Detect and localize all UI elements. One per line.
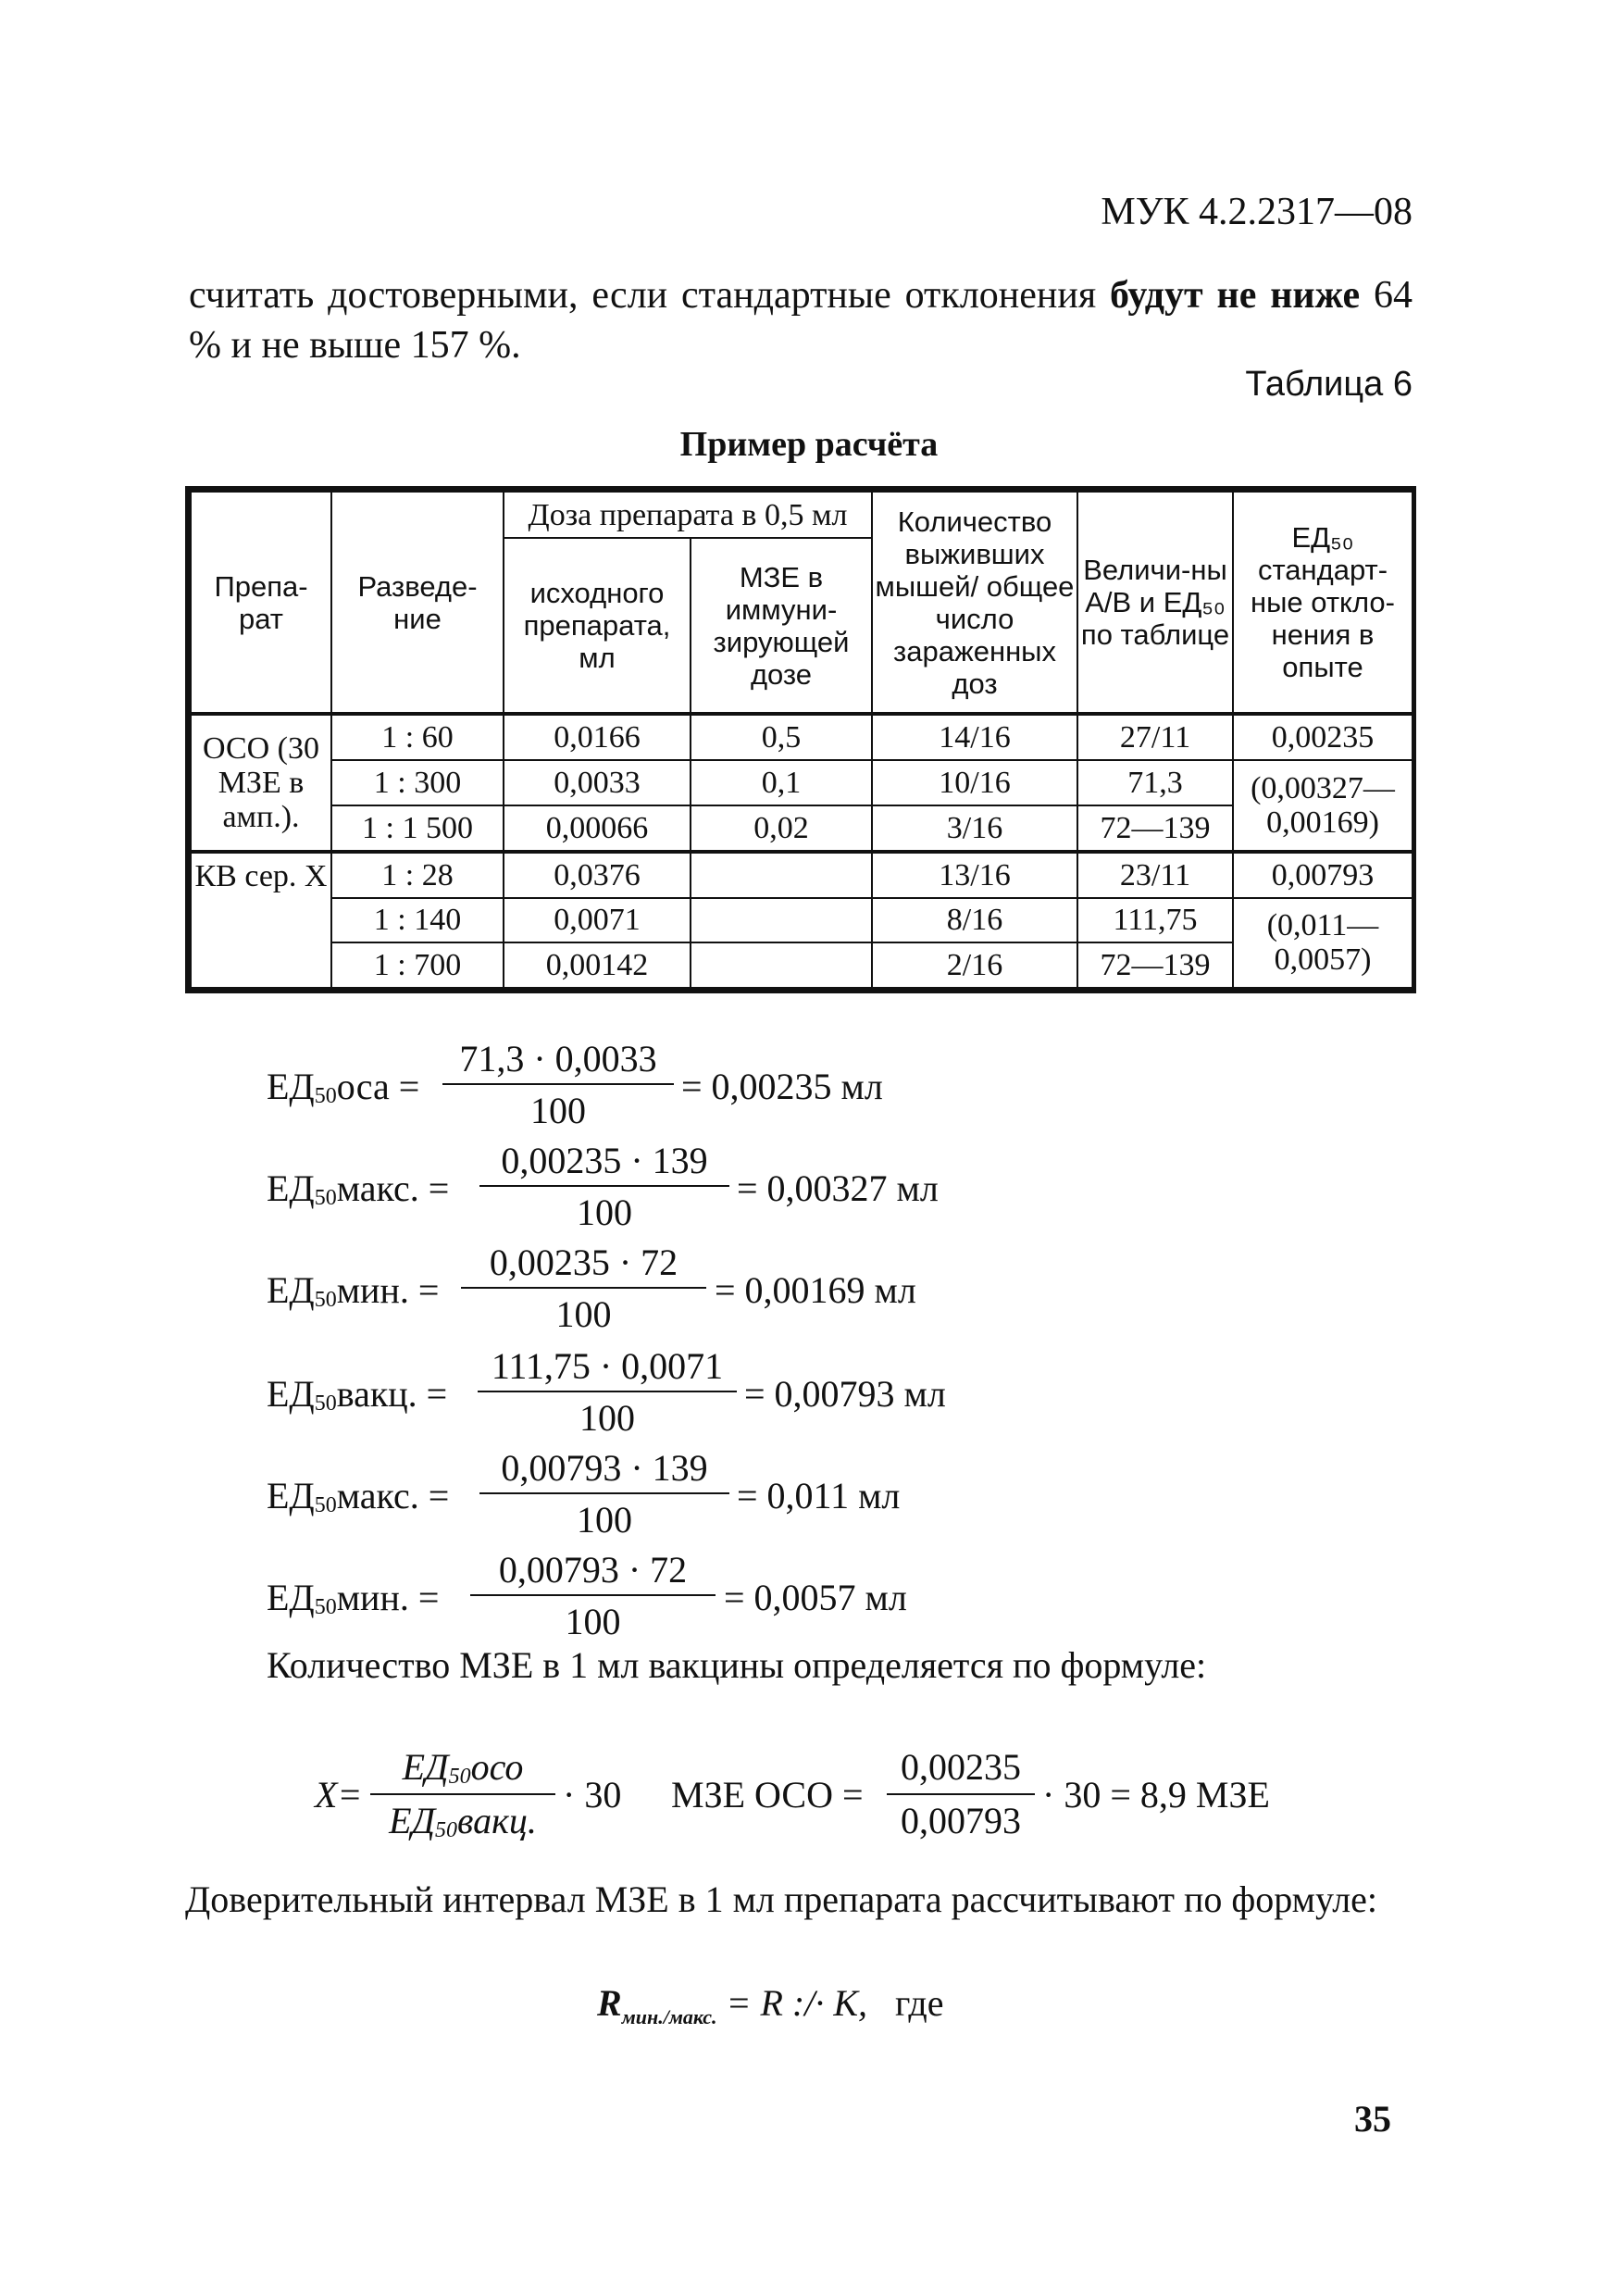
cell-mze	[691, 852, 872, 898]
formula-result: = 0,0057 мл	[724, 1577, 907, 1618]
cell-value: 71,3	[1077, 760, 1233, 805]
formula-ed50-min-oso	[267, 1241, 915, 1339]
cell-ed50-range: (0,011—0,0057)	[1233, 898, 1413, 988]
ed-label: ЕД	[267, 1373, 315, 1415]
header-dilution: Разведе-ние	[331, 492, 504, 714]
fraction-bar	[479, 1185, 729, 1187]
page-number: 35	[1354, 2098, 1391, 2140]
mze-oso-numerator: 0,00235	[901, 1746, 1021, 1788]
x-lhs: X=	[315, 1774, 363, 1816]
cell-initial: 0,00142	[504, 942, 691, 988]
formula-ed50-max-oso	[267, 1139, 939, 1237]
cell-mze: 0,02	[691, 805, 872, 852]
x-num-sub: 50	[448, 1765, 471, 1789]
cell-survived: 2/16	[872, 942, 1077, 988]
x-numerator	[370, 1745, 555, 1790]
header-dose-group: Доза препарата в 0,5 мл	[504, 492, 872, 538]
formula-numerator: 0,00235 · 139	[501, 1140, 708, 1181]
group-name: ОСО (30 МЗЕ в амп.).	[191, 714, 331, 852]
formula-ed50-oso	[267, 1037, 915, 1135]
cell-survived: 13/16	[872, 852, 1077, 898]
table-title: Пример расчёта	[679, 425, 939, 464]
formula-ed50-vakc	[267, 1344, 946, 1442]
intro-text-1: считать достоверными, если стандартные отклонения	[189, 274, 1111, 317]
r-main: R	[597, 1982, 622, 2024]
cell-mze: 0,5	[691, 714, 872, 760]
mze-oso-lhs: МЗЕ ОСО =	[671, 1774, 864, 1816]
formula-lhs	[267, 1474, 449, 1518]
header-values: Величи-ны А/В и ЕД₅₀ по таблице	[1077, 492, 1233, 714]
cell-initial: 0,00066	[504, 805, 691, 852]
cell-dilution: 1 : 60	[331, 714, 504, 760]
ed-subscript: 50	[314, 1186, 337, 1210]
ed-subscript: 50	[314, 1391, 337, 1416]
x-den-ed: ЕД	[389, 1800, 436, 1841]
formula-result: = 0,00793 мл	[744, 1373, 946, 1415]
fraction-bar	[470, 1594, 716, 1596]
ed-subscript: 50	[314, 1595, 337, 1619]
formula-denominator: 100	[579, 1397, 635, 1439]
r-subscript: мин./макс.	[621, 2005, 717, 2028]
cell-dilution: 1 : 700	[331, 942, 504, 988]
cell-dilution: 1 : 1 500	[331, 805, 504, 852]
x-denominator	[370, 1799, 555, 1843]
cell-value: 72—139	[1077, 805, 1233, 852]
cell-value: 72—139	[1077, 942, 1233, 988]
cell-value: 27/11	[1077, 714, 1233, 760]
fraction-bar	[442, 1083, 674, 1085]
formula-denominator: 100	[577, 1499, 632, 1541]
formula-denominator: 100	[555, 1293, 612, 1335]
r-rest: = R :/· K,	[716, 1982, 868, 2024]
mze-oso-fraction-bar	[887, 1793, 1035, 1795]
formula-ed50-max-vakc	[267, 1446, 915, 1544]
formula-lhs-text: мин. =	[336, 1269, 440, 1311]
formula-lhs-text: оса =	[336, 1066, 420, 1107]
formula-lhs	[267, 1065, 419, 1109]
ed-label: ЕД	[267, 1066, 315, 1107]
table-label: Таблица 6	[1245, 365, 1413, 404]
confidence-interval-text: Доверительный интервал МЗЕ в 1 мл препарата рассчитывают по формуле:	[185, 1878, 1378, 1920]
mze-oso-denominator: 0,00793	[901, 1800, 1021, 1841]
cell-mze	[691, 942, 872, 988]
x-den-rest: вакц.	[457, 1800, 537, 1841]
cell-survived: 14/16	[872, 714, 1077, 760]
cell-initial: 0,0071	[504, 898, 691, 943]
formula-denominator: 100	[577, 1192, 632, 1233]
x-fraction-bar	[370, 1793, 555, 1795]
formula-numerator: 0,00793 · 139	[501, 1447, 708, 1489]
formula-denominator: 100	[530, 1090, 586, 1131]
intro-text-2: 64 % и не выше 157 %.	[189, 274, 1413, 367]
formula-lhs	[267, 1576, 439, 1620]
cell-dilution: 1 : 300	[331, 760, 504, 805]
cell-ed50-value: 0,00235	[1233, 714, 1413, 760]
cell-value: 111,75	[1077, 898, 1233, 943]
formula-lhs	[267, 1268, 439, 1313]
formula-numerator: 71,3 · 0,0033	[459, 1038, 657, 1079]
formula-result: = 0,00327 мл	[737, 1167, 939, 1209]
r-formula	[597, 1981, 944, 2029]
cell-initial: 0,0033	[504, 760, 691, 805]
intro-paragraph	[189, 270, 1413, 370]
formula-numerator: 0,00793 · 72	[498, 1549, 688, 1591]
ed-subscript: 50	[314, 1288, 337, 1312]
ed-label: ЕД	[267, 1167, 315, 1209]
ed-label: ЕД	[267, 1475, 315, 1516]
formula-ed50-min-vakc	[267, 1548, 915, 1646]
cell-dilution: 1 : 28	[331, 852, 504, 898]
cell-mze: 0,1	[691, 760, 872, 805]
cell-survived: 10/16	[872, 760, 1077, 805]
calculation-table	[185, 486, 1416, 993]
formula-denominator: 100	[565, 1601, 621, 1642]
header-preparat: Препа-рат	[191, 492, 331, 714]
header-ed50: ЕД₅₀ стандарт-ные откло-нения в опыте	[1233, 492, 1413, 714]
formula-lhs-text: вакц. =	[336, 1373, 448, 1415]
formula-result: = 0,00169 мл	[715, 1269, 916, 1311]
x-num-rest: осо	[470, 1746, 524, 1788]
header-survivors: Количество выживших мышей/ общее число зараженных доз	[872, 492, 1077, 714]
mze-formula-block	[315, 1745, 1333, 1866]
x-den-sub: 50	[435, 1818, 458, 1842]
mze-oso-result: · 30 = 8,9 МЗЕ	[1042, 1774, 1270, 1816]
formula-lhs	[267, 1372, 447, 1416]
formula-numerator: 0,00235 · 72	[489, 1242, 678, 1283]
cell-ed50-range: (0,00327—0,00169)	[1233, 760, 1413, 852]
cell-initial: 0,0166	[504, 714, 691, 760]
ed-label: ЕД	[267, 1577, 315, 1618]
header-dose-mze: МЗЕ в иммуни-зирующей дозе	[691, 538, 872, 714]
intro-bold-text: будут не ниже	[1110, 274, 1361, 317]
x-num-ed: ЕД	[402, 1746, 449, 1788]
formula-lhs-text: макс. =	[336, 1475, 450, 1516]
cell-mze	[691, 898, 872, 943]
cell-survived: 8/16	[872, 898, 1077, 943]
ed-subscript: 50	[314, 1084, 337, 1108]
fraction-bar	[461, 1287, 706, 1289]
header-dose-initial: исходного препарата, мл	[504, 538, 691, 714]
formula-lhs-text: макс. =	[336, 1167, 450, 1209]
mze-intro-text: Количество МЗЕ в 1 мл вакцины определяется по формуле:	[267, 1644, 1207, 1686]
cell-survived: 3/16	[872, 805, 1077, 852]
ed-subscript: 50	[314, 1493, 337, 1517]
formula-result: = 0,00235 мл	[681, 1066, 883, 1107]
formula-lhs-text: мин. =	[336, 1577, 440, 1618]
cell-value: 23/11	[1077, 852, 1233, 898]
formula-lhs	[267, 1167, 449, 1211]
cell-dilution: 1 : 140	[331, 898, 504, 943]
x-multiplier: · 30	[563, 1774, 622, 1816]
ed-label: ЕД	[267, 1269, 315, 1311]
fraction-bar	[479, 1492, 729, 1494]
group-name: КВ сер. Х	[191, 852, 331, 988]
formula-result: = 0,011 мл	[737, 1475, 901, 1516]
cell-initial: 0,0376	[504, 852, 691, 898]
cell-ed50-value: 0,00793	[1233, 852, 1413, 898]
fraction-bar	[478, 1391, 737, 1392]
document-code: МУК 4.2.2317—08	[1101, 191, 1413, 233]
r-where: где	[895, 1982, 944, 2024]
formula-numerator: 111,75 · 0,0071	[491, 1345, 724, 1387]
